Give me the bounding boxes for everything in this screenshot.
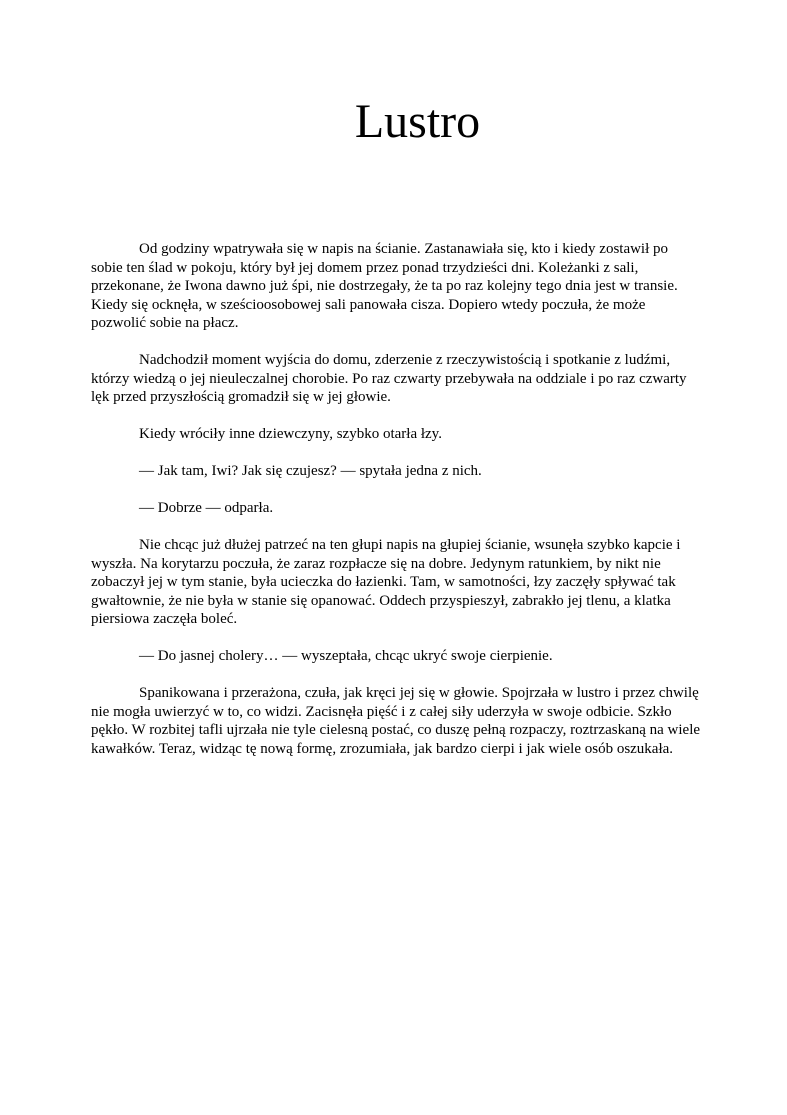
dialogue-line: — Dobrze — odparła. [139, 500, 274, 516]
paragraph: Spanikowana i przerażona, czuła, jak kręci jej się w głowie. Spojrzała w lustro i przez chwilę nie mogła uwierzyć w to, co widzi. Zacisnęła pięść i z całej siły uderzyła w swoje odbicie. Szkło pękło. W rozbitej tafli ujrzała nie tyle cielesną postać, co duszę pełną rozpaczy, roztrzaskaną na wiele kawałków. Teraz, widząc tę nową formę, zrozumiała, jak bardzo cierpi i jak wiele osób oszukała. [91, 685, 701, 757]
story-body [91, 240, 703, 777]
paragraph: Kiedy wróciły inne dziewczyny, szybko otarła łzy. [139, 426, 442, 442]
dialogue-line: — Jak tam, Iwi? Jak się czujesz? — spytała jedna z nich. [139, 463, 482, 479]
paragraph: Nie chcąc już dłużej patrzeć na ten głupi napis na głupiej ścianie, wsunęła szybko kapcie i wyszła. Na korytarzu poczuła, że zaraz rozpłacze się na dobre. Jedynym ratunkiem, by nikt nie zobaczył jej w tym stanie, była ucieczka do łazienki. Tam, w samotności, łzy zaczęły spływać tak gwałtownie, że nie była w stanie się opanować. Oddech przyspieszył, zabrakło jej tlenu, a klatka piersiowa zaczęła boleć. [91, 537, 681, 627]
paragraph: Od godziny wpatrywała się w napis na ścianie. Zastanawiała się, kto i kiedy zostawił po sobie ten ślad w pokoju, który był jej domem przez ponad trzydzieści dni. Koleżanki z sali, przekonane, że Iwona dawno już śpi, nie dostrzegały, że ta po raz kolejny tego dnia jest w transie. Kiedy się ocknęła, w sześcioosobowej sali panowała cisza. Dopiero wtedy poczuła, że może pozwolić sobie na płacz. [91, 241, 678, 331]
dialogue-line: — Do jasnej cholery… — wyszeptała, chcąc ukryć swoje cierpienie. [139, 648, 553, 664]
page-title: Lustro [354, 95, 481, 148]
paragraph: Nadchodził moment wyjścia do domu, zderzenie z rzeczywistością i spotkanie z ludźmi, którzy wiedzą o jej nieuleczalnej chorobie. Po raz czwarty przebywała na oddziale i po raz czwarty lęk przed przyszłością gromadził się w jej głowie. [91, 352, 687, 405]
